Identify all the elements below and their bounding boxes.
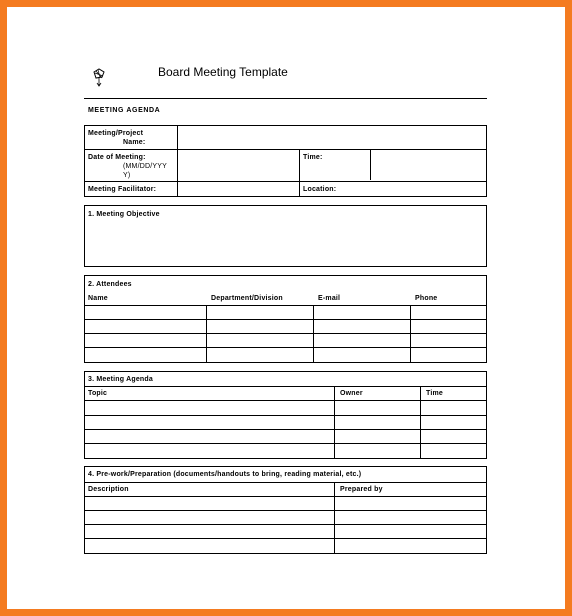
location-label: Location: (303, 186, 337, 193)
agenda-col-topic: Topic (88, 390, 108, 397)
prework-row[interactable] (85, 539, 486, 553)
date-field[interactable] (178, 150, 299, 181)
attendee-row[interactable] (85, 348, 486, 362)
attendees-col-department: Department/Division (211, 295, 283, 302)
prework-section (84, 466, 487, 554)
location-field[interactable] (371, 182, 486, 196)
meeting-info-table (84, 125, 487, 197)
agenda-col-owner: Owner (340, 390, 363, 397)
objective-field[interactable] (85, 222, 486, 266)
prework-row[interactable] (85, 511, 486, 524)
attendees-heading: 2. Attendees (88, 281, 132, 288)
agenda-col-time: Time (426, 390, 444, 397)
hand-pen-logo-icon (90, 66, 108, 92)
prework-heading: 4. Pre-work/Preparation (documents/handouts to bring, reading material, etc.) (88, 471, 362, 478)
agenda-row[interactable] (85, 430, 486, 443)
attendee-row[interactable] (85, 306, 486, 319)
attendees-col-phone: Phone (415, 295, 438, 302)
date-format-line1: (MM/DD/YYY (123, 163, 167, 170)
facilitator-field[interactable] (178, 182, 299, 196)
title-rule (84, 98, 487, 99)
attendees-section (84, 275, 487, 363)
project-name-field[interactable] (178, 126, 486, 149)
prework-row[interactable] (85, 525, 486, 538)
agenda-row[interactable] (85, 401, 486, 415)
date-label: Date of Meeting: (88, 154, 146, 161)
time-label: Time: (303, 154, 323, 161)
agenda-heading: MEETING AGENDA (88, 107, 161, 114)
attendee-row[interactable] (85, 334, 486, 347)
agenda-row[interactable] (85, 444, 486, 458)
time-field[interactable] (371, 150, 486, 181)
agenda-section (84, 371, 487, 459)
facilitator-label: Meeting Facilitator: (88, 186, 157, 193)
project-label-line1: Meeting/Project (88, 130, 144, 137)
prework-col-prepared-by: Prepared by (340, 486, 383, 493)
document-title: Board Meeting Template (158, 65, 288, 79)
attendee-row[interactable] (85, 320, 486, 333)
attendees-col-name: Name (88, 295, 108, 302)
prework-col-description: Description (88, 486, 129, 493)
agenda-row[interactable] (85, 416, 486, 429)
agenda-section-heading: 3. Meeting Agenda (88, 376, 153, 383)
objective-heading: 1. Meeting Objective (88, 211, 160, 218)
project-label-line2: Name: (123, 139, 146, 146)
attendees-col-email: E-mail (318, 295, 341, 302)
prework-row[interactable] (85, 497, 486, 510)
date-format-line2: Y) (123, 172, 131, 179)
objective-section (84, 205, 487, 267)
